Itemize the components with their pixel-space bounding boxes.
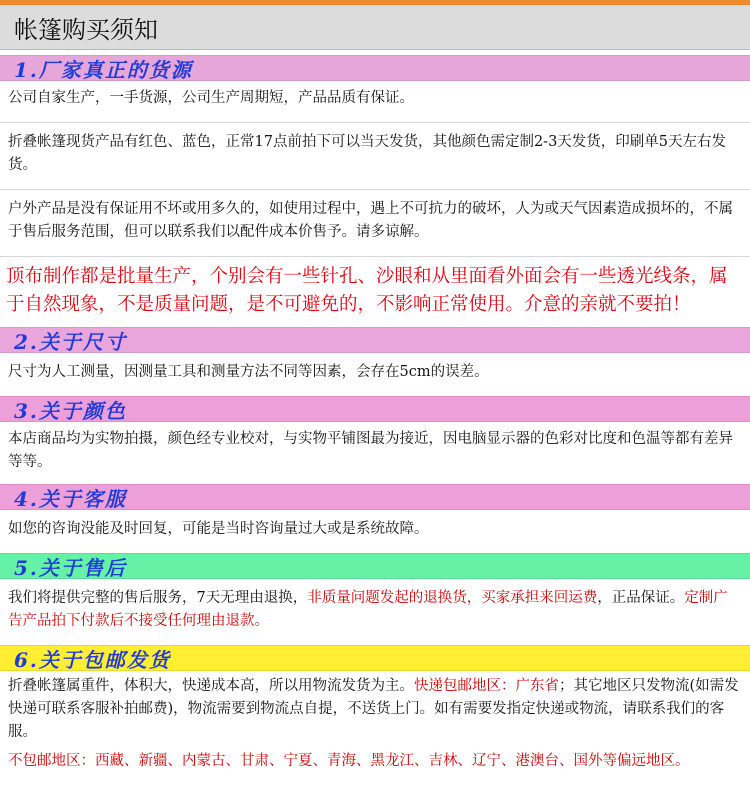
section-6-text-red: 快递包邮地区：广东省 (414, 678, 559, 694)
section-heading-6-text: 6.关于包邮发货 (14, 647, 171, 672)
section-1-paragraph-1: 公司自家生产，一手货源，公司生产周期短，产品品质有保证。 (8, 90, 414, 106)
section-5-text-tail: ，正品保证。 (597, 590, 685, 606)
section-1-paragraph-2: 折叠帐篷现货产品有红色、蓝色，正常17点前拍下可以当天发货，其他颜色需定制2-3天发货，印刷单5天左右发货。 (8, 134, 727, 173)
section-heading-2-text: 2.关于尺寸 (14, 329, 127, 354)
section-heading-3 (0, 396, 750, 422)
section-heading-5 (0, 553, 750, 579)
section-heading-2 (0, 327, 750, 353)
section-heading-1-text: 1.厂家真正的货源 (14, 57, 193, 82)
section-heading-6 (0, 645, 750, 671)
section-1-paragraph-3: 户外产品是没有保证用不坏或用多久的，如使用过程中，遇上不可抗力的破坏，人为或天气因素造成损坏的，不属于售后服务范围，但可以联系我们以配件成本价售予。请多谅解。 (8, 201, 733, 240)
section-6-paragraph-1 (0, 675, 750, 744)
section-6-paragraph-2: 不包邮地区：西藏、新疆、内蒙古、甘肃、宁夏、青海、黑龙江、吉林、辽宁、港澳台、国外等偏远地区。 (8, 753, 690, 769)
section-heading-3-text: 3.关于颜色 (14, 398, 127, 423)
section-3-paragraph-1: 本店商品均为实物拍摄，颜色经专业校对，与实物平铺图最为接近，因电脑显示器的色彩对比度和色温等都有差异等等。 (8, 431, 733, 470)
section-heading-1 (0, 55, 750, 81)
section-heading-4 (0, 484, 750, 510)
section-1-warning: 顶布制作都是批量生产，个别会有一些针孔、沙眼和从里面看外面会有一些透光线条，属于自然现象，不是质量问题，是不可避免的，不影响正常使用。介意的亲就不要拍！ (6, 266, 728, 315)
section-6-text-normal: 折叠帐篷属重件，体积大，快递成本高，所以用物流发货为主。 (8, 678, 414, 694)
section-heading-4-text: 4.关于客服 (14, 486, 127, 511)
section-5-text-red: 非质量问题发起的退换货，买家承担来回运费 (307, 590, 598, 606)
section-5-paragraph-1 (0, 587, 750, 633)
section-2-paragraph-1: 尺寸为人工测量，因测量工具和测量方法不同等因素，会存在5cm的误差。 (8, 364, 489, 380)
section-6-text-tail: ；其它地区只发物流(如需发快递可联系客服补拍邮费)，物流需要到物流点自提，不送货上门。如有需要发指定快递或物流，请联系我们的客服。 (8, 678, 739, 740)
section-4-paragraph-1: 如您的咨询没能及时回复，可能是当时咨询量过大或是系统故障。 (8, 521, 429, 537)
section-5-text-red-2: 定制广告产品拍下付款后不接受任何理由退款。 (8, 590, 728, 629)
page-title-bar (0, 5, 750, 50)
page-title: 帐篷购买须知 (14, 15, 158, 44)
section-5-text-normal: 我们将提供完整的售后服务，7天无理由退换， (8, 590, 308, 606)
section-heading-5-text: 5.关于售后 (14, 555, 127, 580)
